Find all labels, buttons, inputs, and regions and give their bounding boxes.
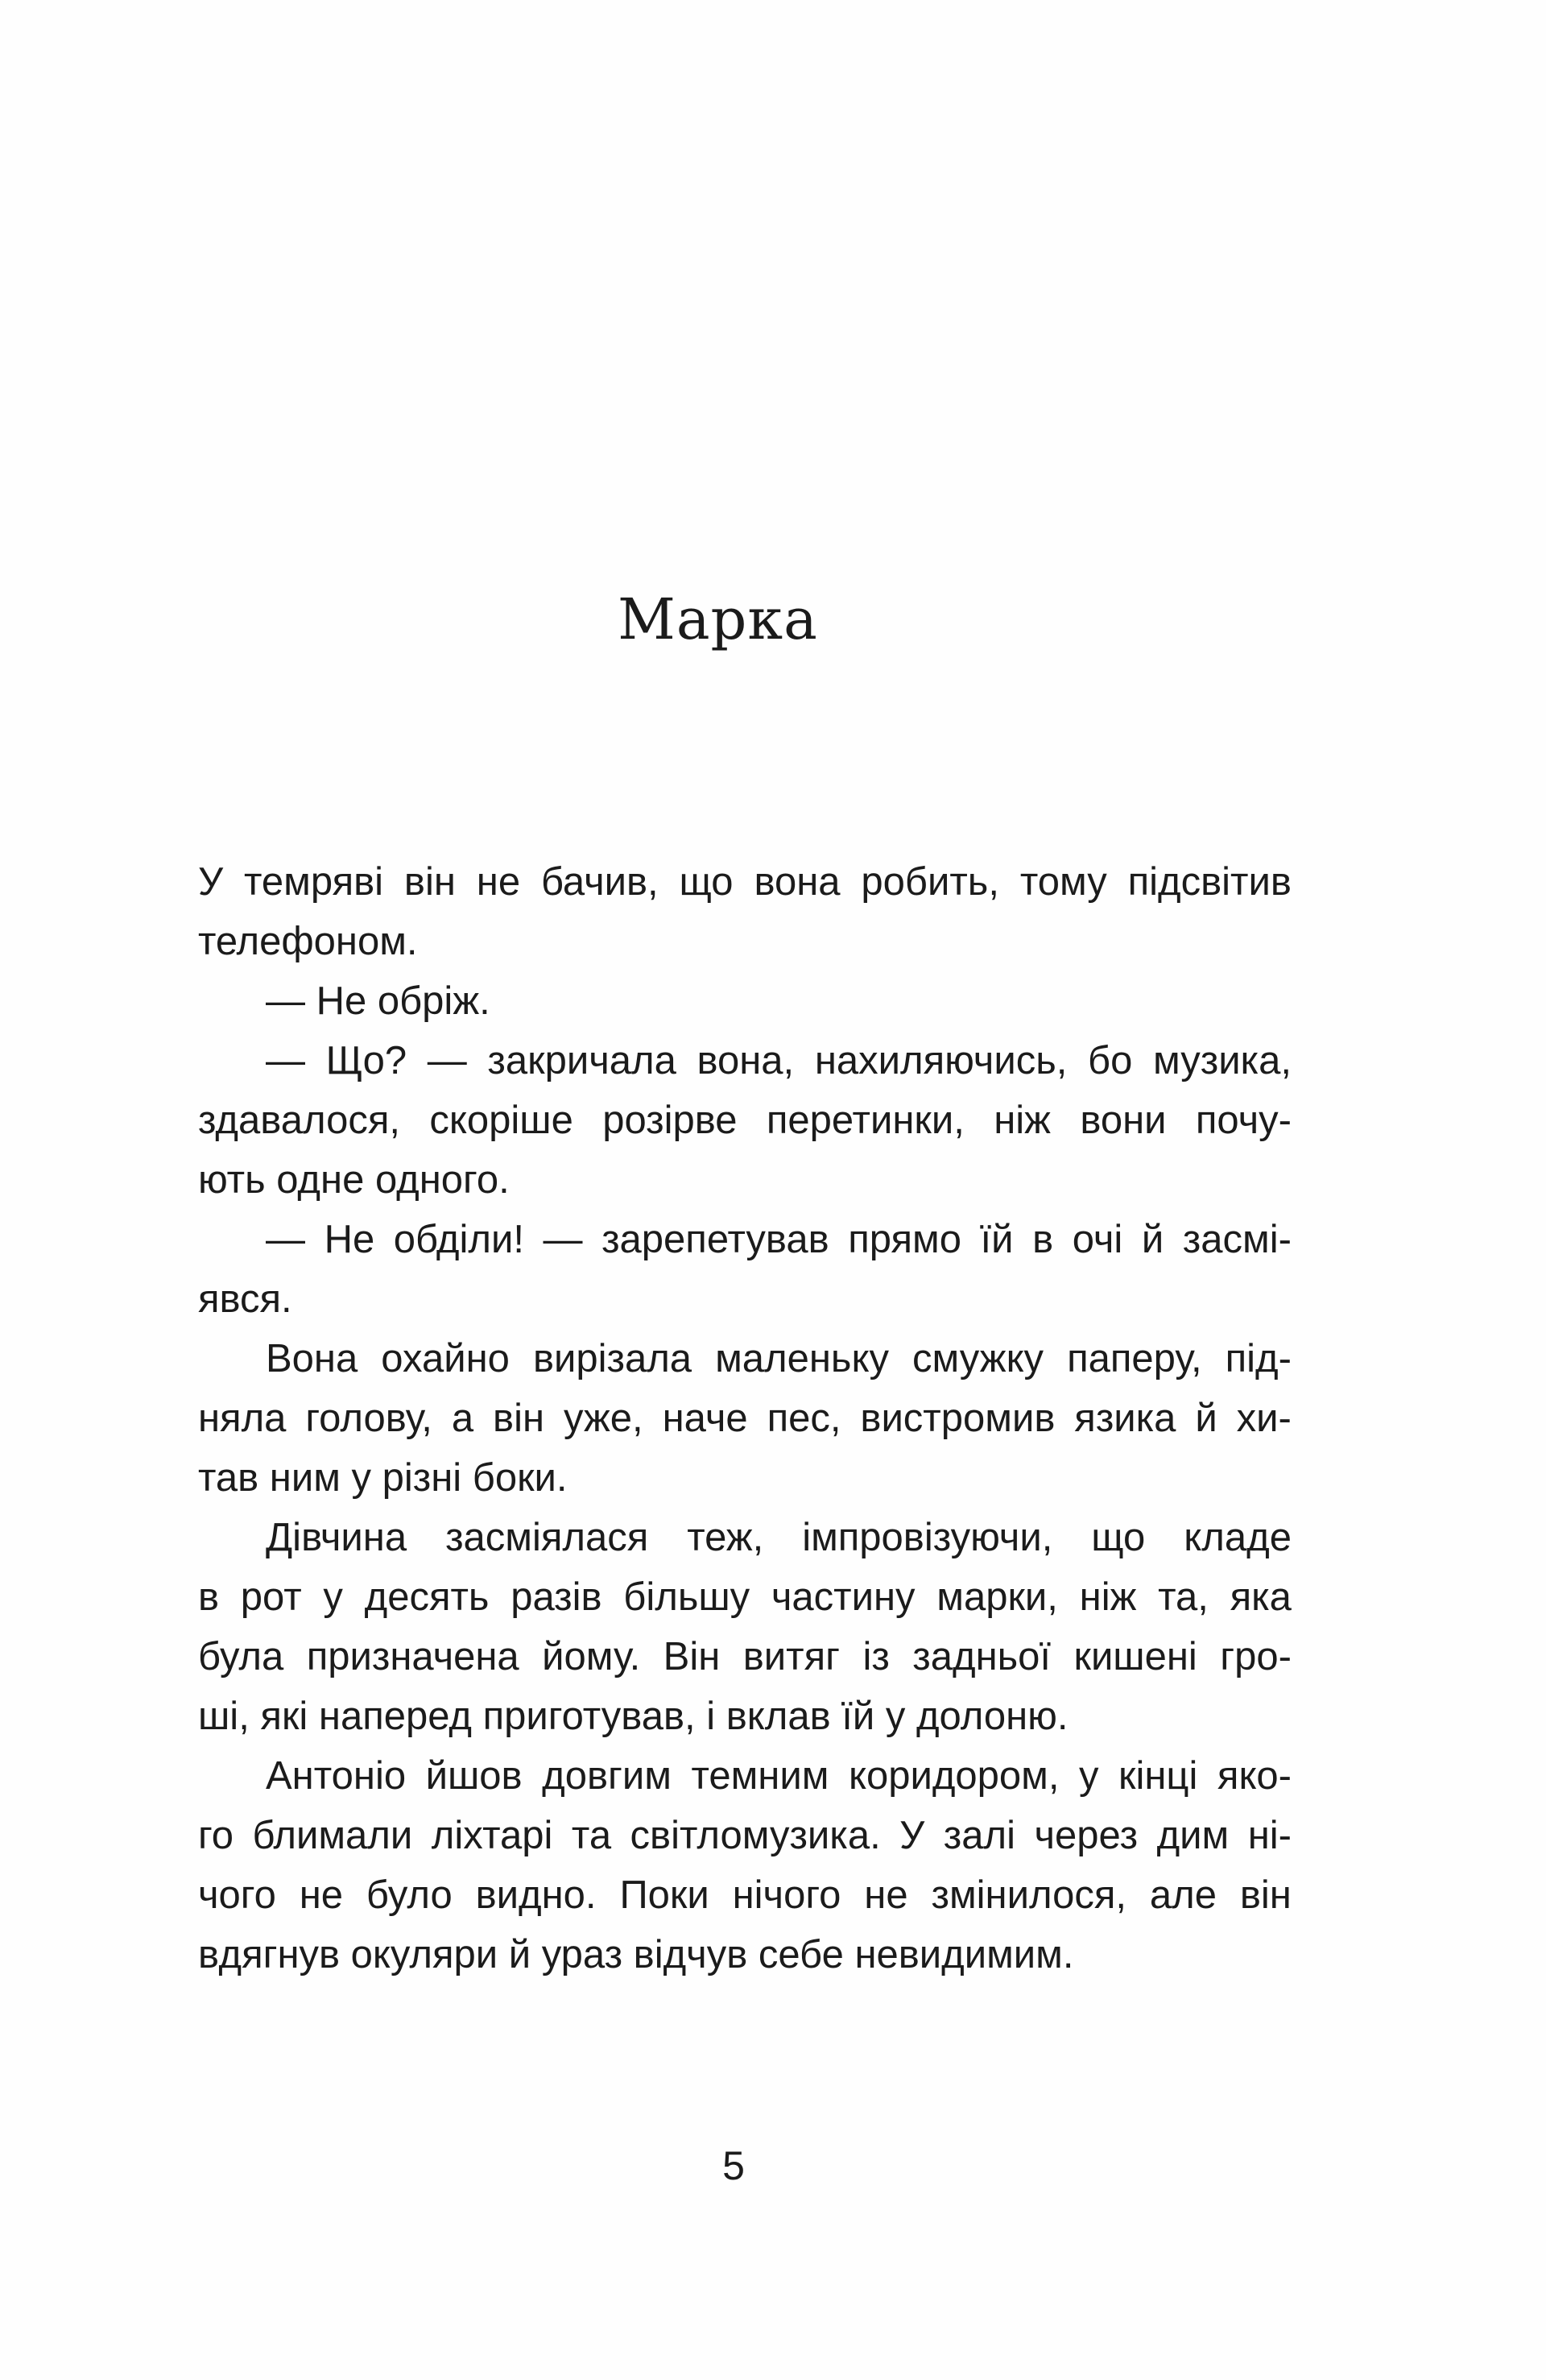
word: в — [1032, 1218, 1054, 1261]
word: не — [299, 1873, 344, 1917]
text-line — [198, 1627, 1292, 1687]
text-line: — Не обріж. — [266, 979, 490, 1023]
word: йшов — [425, 1754, 523, 1798]
word: темряві — [244, 860, 384, 904]
word: імпровізуючи, — [802, 1516, 1053, 1559]
text-line — [198, 1389, 1292, 1448]
word: — — [266, 1218, 305, 1261]
word: — — [543, 1218, 583, 1261]
word: тому — [1019, 860, 1107, 904]
word: голову, — [305, 1397, 432, 1440]
word: розірве — [602, 1099, 738, 1142]
word: частину — [771, 1575, 916, 1619]
word: у — [1079, 1754, 1099, 1798]
word: залі — [943, 1814, 1015, 1857]
word: скоріше — [429, 1099, 573, 1142]
word: нічого — [732, 1873, 841, 1917]
word: обділи! — [393, 1218, 524, 1261]
word: вони — [1080, 1099, 1167, 1142]
word: але — [1149, 1873, 1217, 1917]
word: почу- — [1195, 1099, 1292, 1142]
text-line — [198, 1031, 1292, 1091]
word: кінці — [1118, 1754, 1198, 1798]
word: із — [862, 1635, 890, 1678]
word: через — [1034, 1814, 1139, 1857]
word: теж, — [687, 1516, 764, 1559]
word: у — [323, 1575, 343, 1619]
word: а — [451, 1397, 474, 1440]
word: під- — [1225, 1337, 1292, 1380]
word: що — [679, 860, 734, 904]
word: Вона — [266, 1337, 358, 1380]
word: він — [493, 1397, 545, 1440]
word: змінилося, — [931, 1873, 1126, 1917]
word: разів — [511, 1575, 602, 1619]
word: була — [198, 1635, 284, 1678]
word: не — [864, 1873, 908, 1917]
page-number: 5 — [722, 2143, 745, 2188]
word: язика — [1074, 1397, 1176, 1440]
word: марки, — [936, 1575, 1058, 1619]
text-line: ють одне одного. — [198, 1158, 510, 1202]
text-line — [198, 852, 1292, 912]
text-line — [198, 1806, 1292, 1865]
word: смужку — [912, 1337, 1044, 1380]
chapter-title: Марка — [618, 586, 818, 652]
word: — — [266, 1039, 305, 1082]
word: засмі- — [1182, 1218, 1292, 1261]
word: й — [1195, 1397, 1217, 1440]
word: чого — [198, 1873, 276, 1917]
word: він — [403, 860, 456, 904]
word: закричала — [487, 1039, 676, 1082]
word: рот — [240, 1575, 302, 1619]
text-line — [198, 1567, 1292, 1627]
word: ліхтарі — [431, 1814, 553, 1857]
word: довгим — [542, 1754, 672, 1798]
text-line — [198, 1091, 1292, 1150]
word: та — [571, 1814, 612, 1857]
word: робить, — [861, 860, 999, 904]
word: світломузика. — [630, 1814, 881, 1857]
word: кишені — [1073, 1635, 1197, 1678]
word: Антоніо — [266, 1754, 407, 1798]
word: хи- — [1236, 1397, 1292, 1440]
word: більшу — [623, 1575, 750, 1619]
word: зарепетував — [601, 1218, 829, 1261]
word: та, — [1158, 1575, 1209, 1619]
word: бачив, — [540, 860, 659, 904]
word: ніж — [994, 1099, 1051, 1142]
word: в — [198, 1575, 220, 1619]
word: ніж — [1079, 1575, 1137, 1619]
word: гро- — [1220, 1635, 1292, 1678]
word: засміялася — [445, 1516, 649, 1559]
word: вирізала — [532, 1337, 692, 1380]
word: перетинки, — [766, 1099, 965, 1142]
word: що — [1091, 1516, 1146, 1559]
word: Дівчина — [266, 1516, 407, 1559]
word: охайно — [381, 1337, 510, 1380]
word: го — [198, 1814, 234, 1857]
word: й — [1141, 1218, 1164, 1261]
word: здавалося, — [198, 1099, 401, 1142]
text-line — [198, 1746, 1292, 1806]
text-line: тав ним у різні боки. — [198, 1456, 568, 1500]
word: музика, — [1152, 1039, 1292, 1082]
word: нахиляючись, — [814, 1039, 1068, 1082]
word: не — [476, 860, 521, 904]
text-line: вдягнув окуляри й ураз відчув себе невидимим. — [198, 1933, 1074, 1976]
text-line — [198, 1865, 1292, 1925]
word: видно. — [475, 1873, 597, 1917]
word: маленьку — [715, 1337, 889, 1380]
word: темним — [691, 1754, 829, 1798]
word: їй — [980, 1218, 1014, 1261]
word: паперу, — [1067, 1337, 1202, 1380]
word: прямо — [848, 1218, 961, 1261]
word: вона — [754, 860, 841, 904]
word: десять — [364, 1575, 490, 1619]
text-line — [198, 1210, 1292, 1269]
word: бо — [1088, 1039, 1133, 1082]
word: блимали — [252, 1814, 413, 1857]
word: Не — [324, 1218, 375, 1261]
word: — — [427, 1039, 467, 1082]
word: У — [198, 860, 224, 904]
word: яка — [1230, 1575, 1292, 1619]
text-line — [198, 1329, 1292, 1389]
word: коридором, — [848, 1754, 1060, 1798]
word: очі — [1072, 1218, 1123, 1261]
word: Він — [663, 1635, 721, 1678]
word: Що? — [325, 1039, 407, 1082]
word: наче — [662, 1397, 748, 1440]
body-text — [198, 852, 1292, 1985]
word: Поки — [619, 1873, 709, 1917]
word: пес, — [767, 1397, 841, 1440]
word: задньої — [912, 1635, 1052, 1678]
word: йому. — [542, 1635, 641, 1678]
word: витяг — [742, 1635, 841, 1678]
text-line — [198, 1508, 1292, 1567]
word: він — [1239, 1873, 1292, 1917]
word: кладе — [1184, 1516, 1292, 1559]
text-line: ші, які наперед приготував, і вклав їй у долоню. — [198, 1695, 1069, 1738]
word: дим — [1156, 1814, 1230, 1857]
word: У — [899, 1814, 925, 1857]
word: яко- — [1217, 1754, 1292, 1798]
text-line: явся. — [198, 1277, 292, 1321]
word: няла — [198, 1397, 287, 1440]
word: ні- — [1247, 1814, 1292, 1857]
word: уже, — [563, 1397, 643, 1440]
word: було — [366, 1873, 453, 1917]
word: призначена — [306, 1635, 519, 1678]
text-line: телефоном. — [198, 920, 418, 963]
word: вистромив — [860, 1397, 1056, 1440]
word: вона, — [697, 1039, 795, 1082]
word: підсвітив — [1127, 860, 1292, 904]
